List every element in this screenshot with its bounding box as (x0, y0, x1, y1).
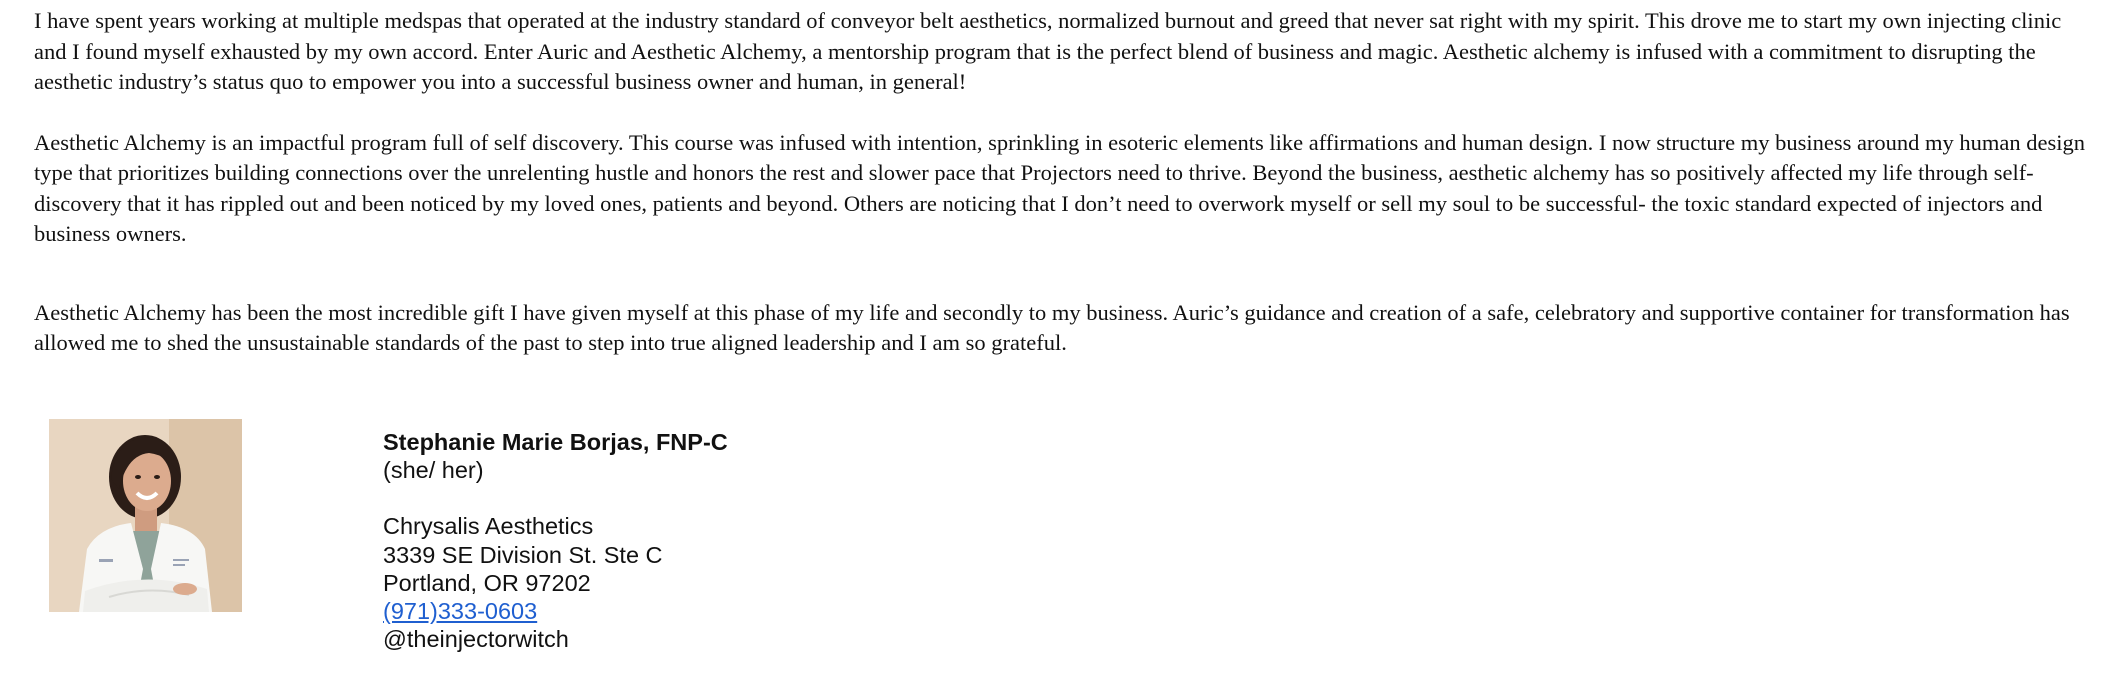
signature-handle: @theinjectorwitch (383, 626, 569, 653)
signature-address-line-2: Portland, OR 97202 (383, 569, 591, 596)
signature-pronouns: (she/ her) (383, 457, 484, 484)
email-signature (383, 428, 728, 653)
signature-name: Stephanie Marie Borjas, FNP-C (383, 429, 728, 455)
testimonial-paragraph-2: Aesthetic Alchemy is an impactful program full of self discovery. This course was infused with intention, sprinkling in esoteric elements like affirmations and human design. I now structure my business around my human design type that prioritizes building connections over the unrelenting hustle and honors the rest and slower pace that Projectors need to thrive. Beyond the business, aesthetic alchemy has so positively affected my life through self-discovery that it has rippled out and been noticed by my loved ones, patients and beyond. Others are noticing that I don’t need to overwork myself or sell my soul to be successful- the toxic standard expected of injectors and business owners. (34, 129, 2086, 246)
testimonial-paragraph-3: Aesthetic Alchemy has been the most incredible gift I have given myself at this phase of my life and secondly to my business. Auric’s guidance and creation of a safe, celebratory and supportive container for transformation has allowed me to shed the unsustainable standards of the past to step into true aligned leadership and I am so grateful. (34, 299, 2070, 355)
testimonial-body (34, 6, 2094, 359)
signature-business: Chrysalis Aesthetics (383, 513, 594, 540)
signature-phone-link[interactable]: (971)333-0603 (383, 598, 538, 625)
profile-photo (49, 419, 242, 612)
testimonial-paragraph-1: I have spent years working at multiple medspas that operated at the industry standard of conveyor belt aesthetics, normalized burnout and greed that never sat right with my spirit. This drove me to start my own injecting clinic and I found myself exhausted by my own accord. Enter Auric and Aesthetic Alchemy, a mentorship program that is the perfect blend of business and magic. Aesthetic alchemy is infused with a commitment to disrupting the aesthetic industry’s status quo to empower you into a successful business owner and human, in general! (34, 8, 2062, 94)
signature-address-line-1: 3339 SE Division St. Ste C (383, 541, 663, 568)
signature-spacer (383, 484, 728, 512)
portrait-image (49, 419, 242, 612)
